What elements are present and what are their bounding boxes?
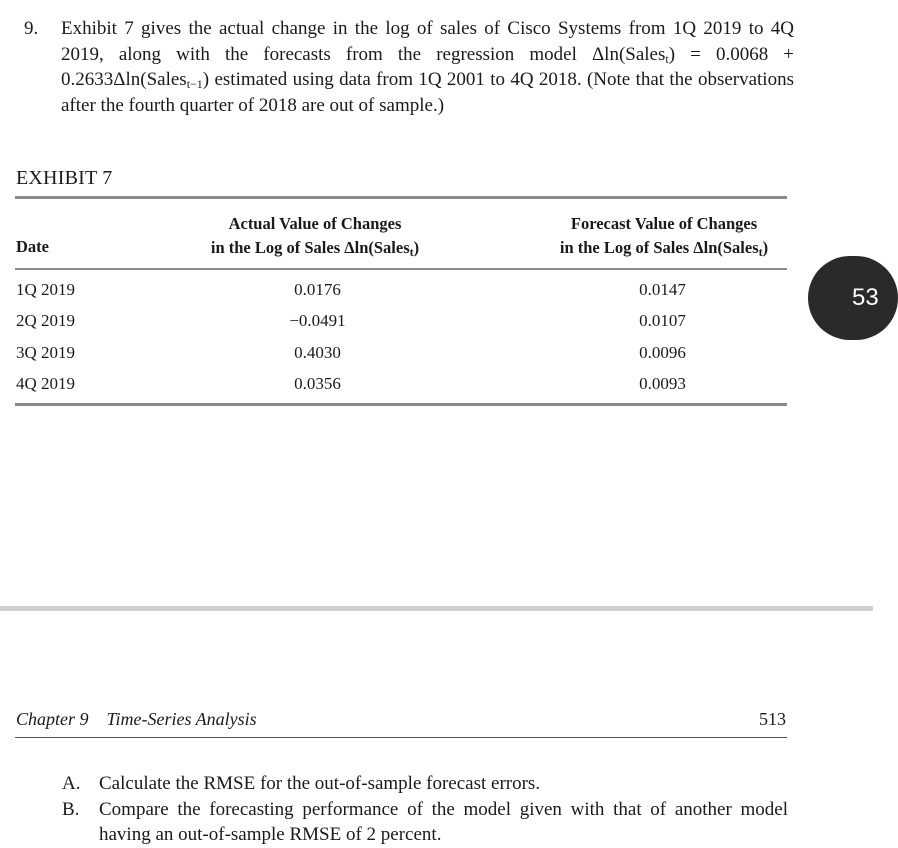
- chapter-number: Chapter 9: [16, 709, 89, 729]
- table-row: [15, 305, 787, 336]
- question-text-a: Exhibit 7 gives the actual change in the log of sales of Cisco Systems from 1Q 2019 to 4Q 2019, along with the forecasts from the regression model Δln(Sales: [61, 18, 794, 65]
- cell-date: 3Q 2019: [16, 342, 76, 362]
- header-forecast-line2: [533, 236, 795, 260]
- exhibit-title: EXHIBIT 7: [16, 167, 113, 189]
- cell-actual: 0.0356: [294, 373, 341, 393]
- header-forecast-close: ): [762, 238, 769, 257]
- question-text-b: ) = 0.0068 + 0.2633Δln(Sales: [61, 43, 794, 90]
- cell-actual: 0.0176: [294, 280, 341, 299]
- exhibit-table: [15, 196, 787, 406]
- header-forecast-line1: Forecast Value of Changes: [570, 214, 758, 233]
- part-text: Calculate the RMSE for the out-of-sample forecast errors.: [99, 773, 541, 794]
- cell-forecast: 0.0096: [639, 342, 686, 362]
- chapter-label: [16, 709, 257, 730]
- question-parts: [62, 771, 788, 848]
- cell-actual: −0.0491: [289, 311, 346, 331]
- page-indicator-tab[interactable]: 53: [808, 256, 898, 340]
- cell-actual: 0.4030: [294, 342, 341, 362]
- subscript-t: t: [665, 51, 669, 66]
- header-actual: [185, 212, 445, 260]
- cell-forecast: 0.0107: [639, 311, 686, 331]
- header-actual-line2-text: in the Log of Sales Δln(Sales: [210, 238, 410, 257]
- table-bottom-rule: [15, 403, 787, 406]
- cell-date: 1Q 2019: [16, 280, 76, 299]
- header-forecast-subscript: t: [758, 245, 763, 259]
- header-date: Date: [16, 237, 49, 256]
- part-a: [62, 771, 788, 797]
- question-block: [24, 16, 794, 118]
- table-row: [15, 368, 787, 399]
- table-body: [15, 270, 787, 403]
- cell-forecast: 0.0093: [639, 373, 686, 393]
- running-footer: [15, 707, 787, 738]
- question-number: 9.: [24, 18, 39, 39]
- table-row: [15, 274, 787, 305]
- part-b: [62, 797, 788, 848]
- table-header: [15, 199, 787, 268]
- cell-date: 4Q 2019: [16, 373, 76, 393]
- header-actual-subscript: t: [409, 245, 414, 259]
- question-text: [61, 16, 794, 118]
- part-text: Compare the forecasting performance of the model given with that of another model having an out-of-sample RMSE of 2 percent.: [99, 798, 788, 845]
- header-actual-line2: [185, 236, 445, 260]
- cell-date: 2Q 2019: [16, 311, 76, 331]
- cell-forecast: 0.0147: [639, 280, 686, 299]
- page-number: 513: [759, 709, 786, 729]
- header-actual-close: ): [413, 238, 420, 257]
- header-forecast: [533, 212, 795, 260]
- table-row: [15, 337, 787, 368]
- question-text-c: ) estimated using data from 1Q 2001 to 4Q 2018. (Note that the observations after the fourth quarter of 2018 are out of sample.): [61, 69, 794, 116]
- part-label: A.: [62, 773, 81, 794]
- page-bottom: [0, 611, 873, 847]
- header-actual-line1: Actual Value of Changes: [228, 214, 402, 233]
- chapter-title: Time-Series Analysis: [106, 709, 257, 729]
- subscript-t-minus-1: t−1: [186, 77, 203, 91]
- header-forecast-line2-text: in the Log of Sales Δln(Sales: [559, 238, 759, 257]
- part-label: B.: [62, 798, 80, 820]
